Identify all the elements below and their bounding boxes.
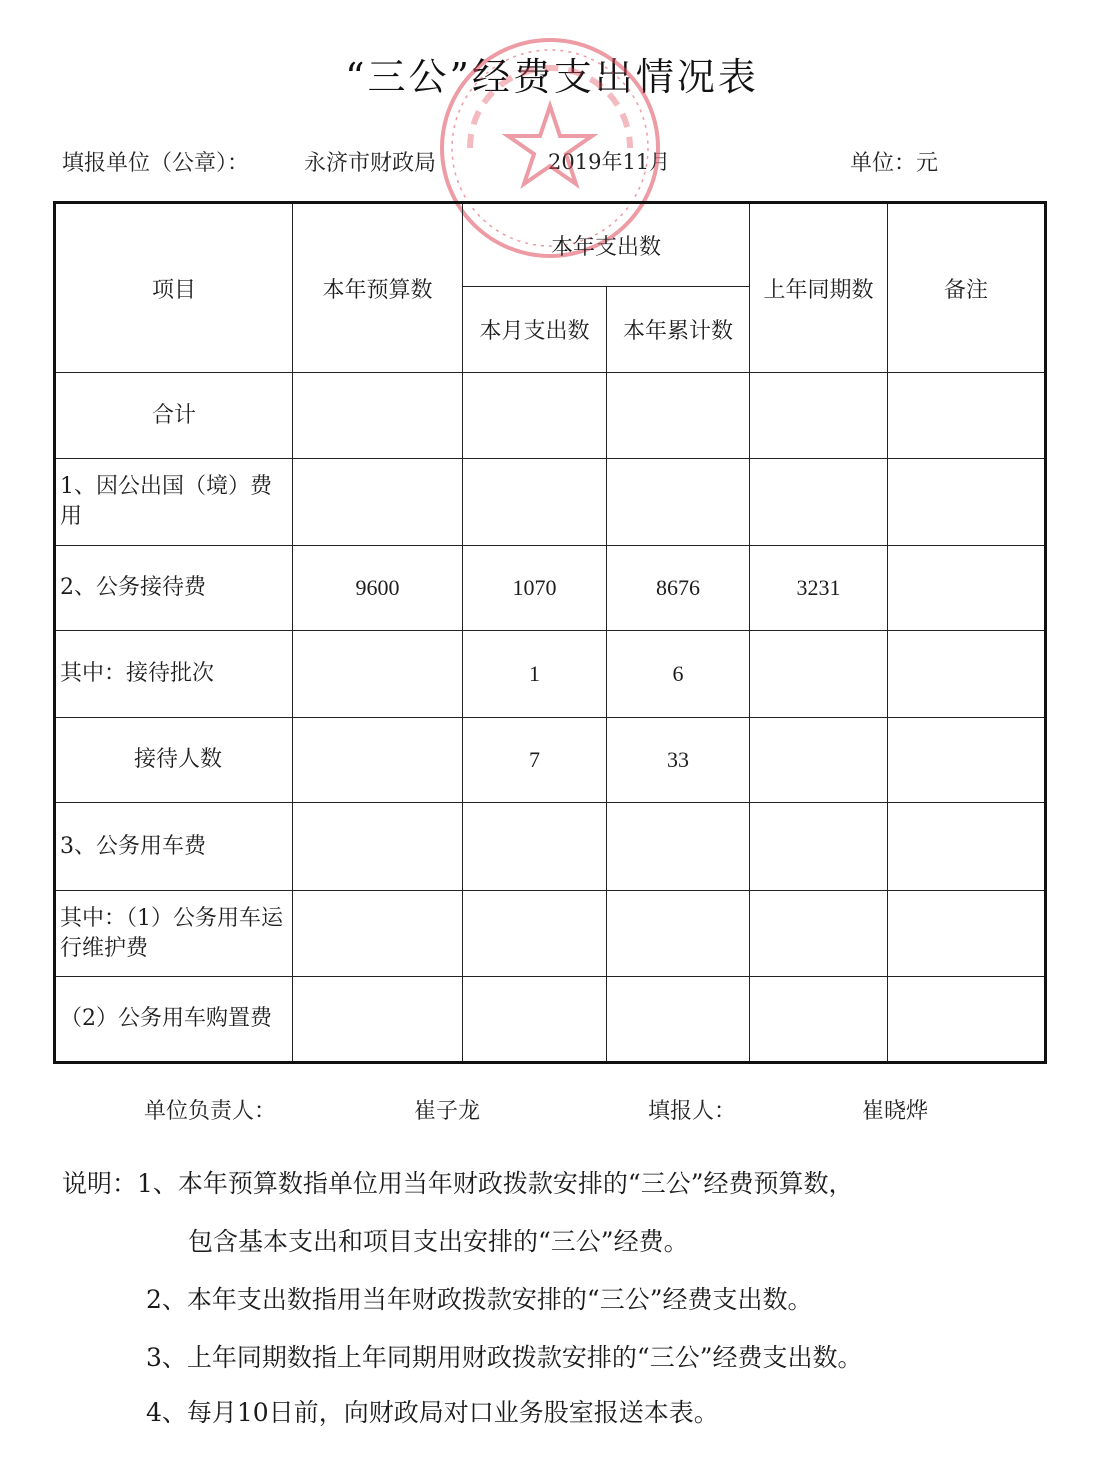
header-month: 本月支出数	[463, 287, 607, 373]
cell-month	[463, 891, 607, 977]
cell-month	[463, 977, 607, 1063]
cell-last-year	[750, 977, 888, 1063]
cell-budget	[293, 631, 463, 718]
cell-ytd: 8676	[607, 546, 750, 631]
filler-label: 填报人：	[648, 1099, 737, 1124]
table-row	[55, 891, 1046, 977]
note-line: 3、上年同期数指上年同期用财政拨款安排的“三公”经费支出数。	[146, 1343, 863, 1372]
cell-remark	[888, 977, 1046, 1063]
cell-budget	[293, 459, 463, 546]
row-item: 2、公务接待费	[55, 546, 293, 631]
cell-budget	[293, 373, 463, 459]
cell-last-year	[750, 891, 888, 977]
cell-budget	[293, 891, 463, 977]
header-ytd: 本年累计数	[607, 287, 750, 373]
table-row	[55, 373, 1046, 459]
row-item: 3、公务用车费	[55, 803, 293, 891]
header-last-year: 上年同期数	[750, 203, 888, 373]
cell-ytd	[607, 891, 750, 977]
cell-remark	[888, 459, 1046, 546]
filler-name: 崔晓烨	[862, 1099, 929, 1124]
cell-month	[463, 373, 607, 459]
cell-ytd	[607, 459, 750, 546]
cell-month: 1070	[463, 546, 607, 631]
unit-name: 永济市财政局	[304, 151, 437, 176]
cell-ytd	[607, 373, 750, 459]
header-spend-group: 本年支出数	[463, 203, 750, 287]
report-date: 2019年11月	[548, 150, 671, 174]
cell-remark	[888, 891, 1046, 977]
cell-budget	[293, 803, 463, 891]
cell-ytd: 33	[607, 718, 750, 803]
cell-ytd: 6	[607, 631, 750, 718]
cell-month	[463, 803, 607, 891]
row-item: （2）公务用车购置费	[55, 977, 293, 1063]
note-line: 包含基本支出和项目支出安排的“三公”经费。	[188, 1227, 689, 1256]
cell-last-year	[750, 631, 888, 718]
cell-month: 1	[463, 631, 607, 718]
money-unit: 单位：元	[850, 151, 939, 176]
row-item: 接待人数	[55, 718, 293, 803]
cell-last-year	[750, 803, 888, 891]
head-name: 崔子龙	[414, 1099, 481, 1124]
cell-remark	[888, 803, 1046, 891]
header-budget: 本年预算数	[293, 203, 463, 373]
head-label: 单位负责人：	[144, 1099, 277, 1124]
row-item: 合计	[55, 373, 293, 459]
header-remark: 备注	[888, 203, 1046, 373]
cell-remark	[888, 546, 1046, 631]
unit-label: 填报单位（公章）：	[62, 151, 250, 176]
cell-last-year	[750, 373, 888, 459]
expense-table	[53, 201, 1047, 1064]
table-row	[55, 977, 1046, 1063]
table-row	[55, 718, 1046, 803]
cell-last-year: 3231	[750, 546, 888, 631]
cell-ytd	[607, 977, 750, 1063]
note-line: 2、本年支出数指用当年财政拨款安排的“三公”经费支出数。	[146, 1285, 813, 1314]
table-row	[55, 631, 1046, 718]
table-row	[55, 459, 1046, 546]
cell-month	[463, 459, 607, 546]
cell-month: 7	[463, 718, 607, 803]
table-row	[55, 546, 1046, 631]
header-item: 项目	[55, 203, 293, 373]
cell-budget: 9600	[293, 546, 463, 631]
row-item: 其中：接待批次	[55, 631, 293, 718]
cell-remark	[888, 718, 1046, 803]
cell-remark	[888, 631, 1046, 718]
cell-last-year	[750, 459, 888, 546]
cell-last-year	[750, 718, 888, 803]
cell-ytd	[607, 803, 750, 891]
page-title: “三公”经费支出情况表	[345, 55, 759, 99]
note-line: 说明：1、本年预算数指单位用当年财政拨款安排的“三公”经费预算数，	[62, 1169, 854, 1198]
table-row	[55, 803, 1046, 891]
note-line: 4、每月10日前，向财政局对口业务股室报送本表。	[146, 1398, 719, 1427]
row-item: 1、因公出国（境）费用	[55, 459, 293, 546]
cell-budget	[293, 977, 463, 1063]
cell-budget	[293, 718, 463, 803]
cell-remark	[888, 373, 1046, 459]
row-item: 其中：（1）公务用车运行维护费	[55, 891, 293, 977]
